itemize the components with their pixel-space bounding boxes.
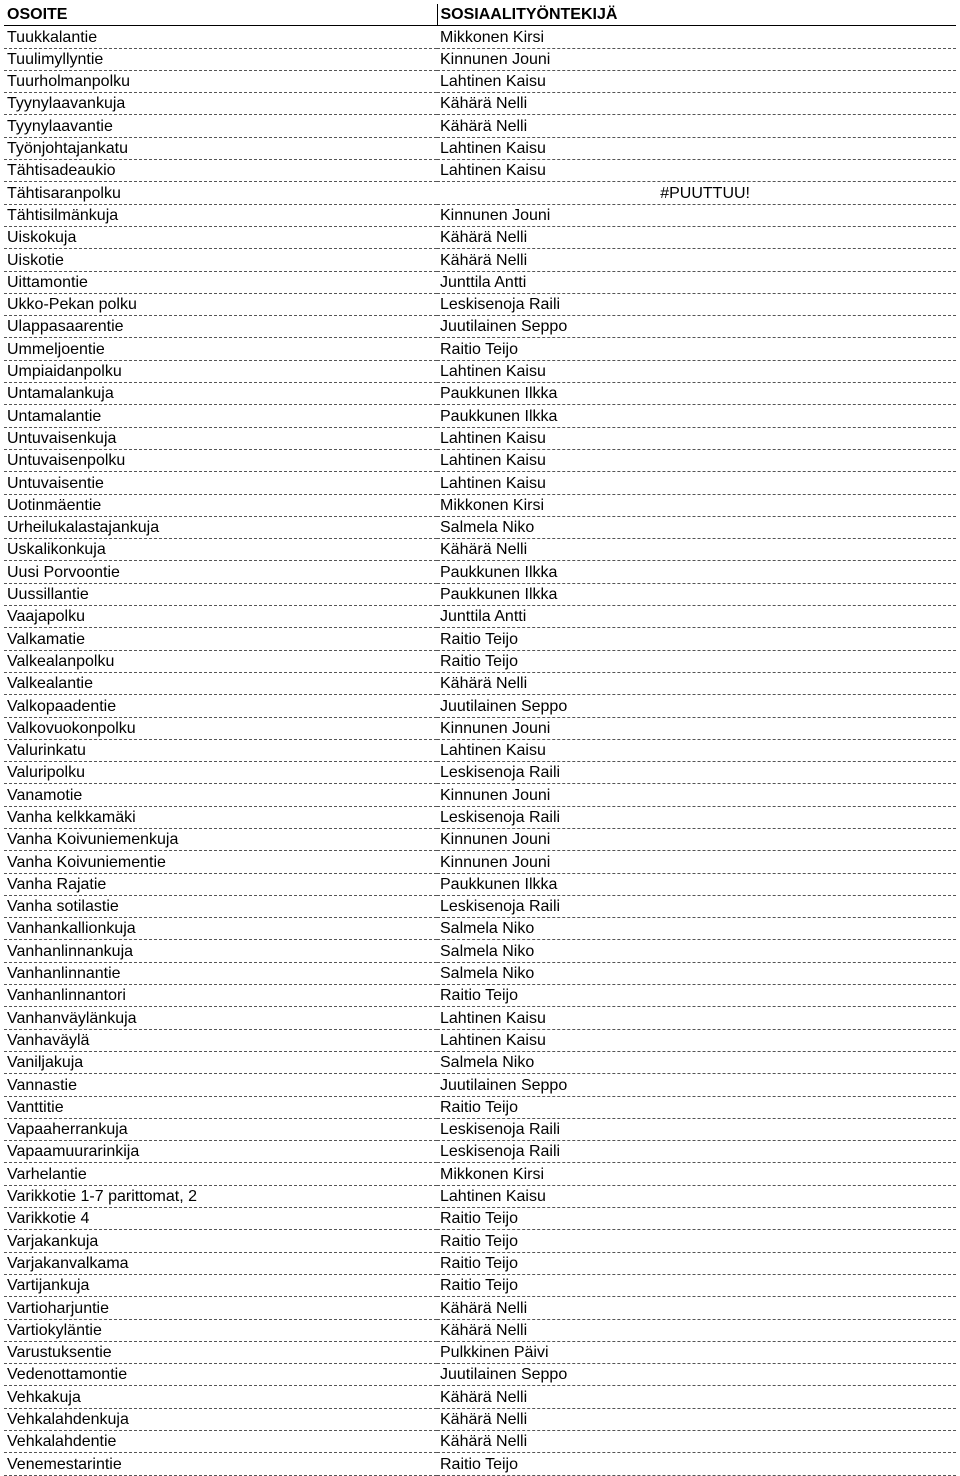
table-row <box>4 182 956 204</box>
table-row <box>4 717 956 739</box>
worker-cell[interactable]: Junttila Antti <box>437 606 956 628</box>
address-cell[interactable]: Tähtisaranpolku <box>4 182 437 204</box>
worker-cell[interactable]: Kähärä Nelli <box>437 226 956 248</box>
table-row <box>4 449 956 471</box>
table-row <box>4 1453 956 1475</box>
table-row <box>4 1007 956 1029</box>
worker-cell[interactable]: Kähärä Nelli <box>437 1408 956 1430</box>
worker-cell[interactable]: Lahtinen Kaisu <box>437 70 956 92</box>
worker-cell[interactable]: #PUUTTUU! <box>437 182 956 204</box>
address-cell[interactable]: Vanha Koivuniemenkuja <box>4 828 437 850</box>
table-row <box>4 316 956 338</box>
address-cell[interactable]: Työnjohtajankatu <box>4 137 437 159</box>
address-cell[interactable]: Vartijankuja <box>4 1274 437 1296</box>
table-row <box>4 1163 956 1185</box>
address-cell[interactable]: Varustuksentie <box>4 1341 437 1363</box>
address-cell[interactable]: Vanamotie <box>4 784 437 806</box>
table-row <box>4 695 956 717</box>
table-row <box>4 806 956 828</box>
worker-cell[interactable]: Lahtinen Kaisu <box>437 472 956 494</box>
worker-cell[interactable]: Kinnunen Jouni <box>437 48 956 70</box>
address-cell[interactable]: Vannastie <box>4 1074 437 1096</box>
worker-cell[interactable]: Raitio Teijo <box>437 628 956 650</box>
worker-cell[interactable]: Paukkunen Ilkka <box>437 561 956 583</box>
address-cell[interactable]: Vanha Rajatie <box>4 873 437 895</box>
worker-cell[interactable]: Kähärä Nelli <box>437 672 956 694</box>
table-row <box>4 762 956 784</box>
address-cell[interactable]: Valkealantie <box>4 672 437 694</box>
worker-cell[interactable]: Leskisenoja Raili <box>437 762 956 784</box>
worker-cell[interactable]: Leskisenoja Raili <box>437 806 956 828</box>
address-cell[interactable]: Ulappasaarentie <box>4 316 437 338</box>
address-cell[interactable]: Vartioharjuntie <box>4 1297 437 1319</box>
table-row <box>4 1051 956 1073</box>
table-row <box>4 873 956 895</box>
worker-cell[interactable]: Leskisenoja Raili <box>437 1118 956 1140</box>
worker-cell[interactable]: Kähärä Nelli <box>437 249 956 271</box>
table-row <box>4 1319 956 1341</box>
worker-cell[interactable]: Raitio Teijo <box>437 1096 956 1118</box>
table-row <box>4 115 956 137</box>
spreadsheet-sheet <box>4 4 956 1473</box>
table-row <box>4 672 956 694</box>
table-row <box>4 1252 956 1274</box>
worker-cell[interactable]: Lahtinen Kaisu <box>437 160 956 182</box>
address-cell[interactable]: Urheilukalastajankuja <box>4 516 437 538</box>
worker-cell[interactable]: Lahtinen Kaisu <box>437 1185 956 1207</box>
table-row <box>4 405 956 427</box>
table-row <box>4 70 956 92</box>
address-cell[interactable]: Valkopaadentie <box>4 695 437 717</box>
worker-cell[interactable]: Lahtinen Kaisu <box>437 1029 956 1051</box>
worker-cell[interactable]: Lahtinen Kaisu <box>437 360 956 382</box>
worker-cell[interactable]: Raitio Teijo <box>437 985 956 1007</box>
table-row <box>4 628 956 650</box>
worker-cell[interactable]: Salmela Niko <box>437 1051 956 1073</box>
address-cell[interactable]: Vaniljakuja <box>4 1051 437 1073</box>
worker-cell[interactable]: Juutilainen Seppo <box>437 316 956 338</box>
table-row <box>4 26 956 48</box>
worker-cell[interactable]: Leskisenoja Raili <box>437 1141 956 1163</box>
worker-cell[interactable]: Juutilainen Seppo <box>437 1364 956 1386</box>
address-cell[interactable]: Uussillantie <box>4 583 437 605</box>
table-row <box>4 494 956 516</box>
worker-cell[interactable]: Lahtinen Kaisu <box>437 449 956 471</box>
table-row <box>4 160 956 182</box>
worker-cell[interactable]: Pulkkinen Päivi <box>437 1341 956 1363</box>
address-cell[interactable]: Valkamatie <box>4 628 437 650</box>
table-row <box>4 93 956 115</box>
address-cell[interactable]: Tähtisadeaukio <box>4 160 437 182</box>
worker-cell[interactable]: Kinnunen Jouni <box>437 851 956 873</box>
table-row <box>4 1341 956 1363</box>
worker-cell[interactable]: Kähärä Nelli <box>437 1431 956 1453</box>
worker-cell[interactable]: Raitio Teijo <box>437 1274 956 1296</box>
table-row <box>4 1431 956 1453</box>
worker-cell[interactable]: Kähärä Nelli <box>437 115 956 137</box>
table-row <box>4 985 956 1007</box>
address-cell[interactable]: Untuvaisentie <box>4 472 437 494</box>
table-row <box>4 539 956 561</box>
worker-cell[interactable]: Raitio Teijo <box>437 338 956 360</box>
table-row <box>4 606 956 628</box>
header-worker: SOSIAALITYÖNTEKIJÄ <box>437 4 956 26</box>
address-cell[interactable]: Uskalikonkuja <box>4 539 437 561</box>
worker-cell[interactable]: Juutilainen Seppo <box>437 695 956 717</box>
worker-cell[interactable]: Raitio Teijo <box>437 1252 956 1274</box>
table-row <box>4 1074 956 1096</box>
address-cell[interactable]: Vartiokyläntie <box>4 1319 437 1341</box>
address-cell[interactable]: Vapaamuurarinkija <box>4 1141 437 1163</box>
table-row <box>4 1364 956 1386</box>
worker-cell[interactable]: Kähärä Nelli <box>437 93 956 115</box>
header-address: OSOITE <box>4 4 437 26</box>
address-cell[interactable]: Vanhankallionkuja <box>4 918 437 940</box>
worker-cell[interactable]: Lahtinen Kaisu <box>437 137 956 159</box>
worker-cell[interactable]: Paukkunen Ilkka <box>437 405 956 427</box>
table-row <box>4 472 956 494</box>
table-row <box>4 895 956 917</box>
address-worker-table <box>4 4 956 1476</box>
address-cell[interactable]: Valkealanpolku <box>4 650 437 672</box>
address-cell[interactable]: Vehkalahdentie <box>4 1431 437 1453</box>
address-cell[interactable]: Valkovuokonpolku <box>4 717 437 739</box>
address-cell[interactable]: Uotinmäentie <box>4 494 437 516</box>
address-cell[interactable]: Umpiaidanpolku <box>4 360 437 382</box>
address-cell[interactable]: Vehkakuja <box>4 1386 437 1408</box>
worker-cell[interactable]: Raitio Teijo <box>437 1230 956 1252</box>
worker-cell[interactable]: Raitio Teijo <box>437 1208 956 1230</box>
table-row <box>4 828 956 850</box>
worker-cell[interactable]: Kähärä Nelli <box>437 1386 956 1408</box>
worker-cell[interactable]: Kinnunen Jouni <box>437 717 956 739</box>
worker-cell[interactable]: Paukkunen Ilkka <box>437 583 956 605</box>
address-cell[interactable]: Uusi Porvoontie <box>4 561 437 583</box>
table-row <box>4 1185 956 1207</box>
worker-cell[interactable]: Raitio Teijo <box>437 650 956 672</box>
table-row <box>4 271 956 293</box>
table-row <box>4 383 956 405</box>
table-body <box>4 26 956 1475</box>
address-cell[interactable]: Venemestarintie <box>4 1453 437 1475</box>
table-row <box>4 1230 956 1252</box>
address-cell[interactable]: Ummeljoentie <box>4 338 437 360</box>
table-row <box>4 561 956 583</box>
address-cell[interactable]: Vanttitie <box>4 1096 437 1118</box>
table-row <box>4 851 956 873</box>
address-cell[interactable]: Tuulimyllyntie <box>4 48 437 70</box>
table-row <box>4 1386 956 1408</box>
address-cell[interactable]: Untamalantie <box>4 405 437 427</box>
table-row <box>4 338 956 360</box>
table-row <box>4 204 956 226</box>
address-cell[interactable]: Vanhanväylänkuja <box>4 1007 437 1029</box>
address-cell[interactable]: Vanhanlinnantori <box>4 985 437 1007</box>
address-cell[interactable]: Tuurholmanpolku <box>4 70 437 92</box>
table-row <box>4 226 956 248</box>
table-row <box>4 940 956 962</box>
worker-cell[interactable]: Kinnunen Jouni <box>437 204 956 226</box>
table-row <box>4 249 956 271</box>
address-cell[interactable]: Vanha sotilastie <box>4 895 437 917</box>
worker-cell[interactable]: Lahtinen Kaisu <box>437 1007 956 1029</box>
table-row <box>4 1208 956 1230</box>
worker-cell[interactable]: Salmela Niko <box>437 940 956 962</box>
address-cell[interactable]: Varjakankuja <box>4 1230 437 1252</box>
worker-cell[interactable]: Salmela Niko <box>437 516 956 538</box>
table-row <box>4 583 956 605</box>
worker-cell[interactable]: Lahtinen Kaisu <box>437 739 956 761</box>
address-cell[interactable]: Vanhanlinnantie <box>4 962 437 984</box>
table-row <box>4 516 956 538</box>
address-cell[interactable]: Varjakanvalkama <box>4 1252 437 1274</box>
table-row <box>4 962 956 984</box>
address-cell[interactable]: Ukko-Pekan polku <box>4 293 437 315</box>
table-row <box>4 650 956 672</box>
address-cell[interactable]: Vanha kelkkamäki <box>4 806 437 828</box>
address-cell[interactable]: Tuukkalantie <box>4 26 437 48</box>
worker-cell[interactable]: Leskisenoja Raili <box>437 895 956 917</box>
worker-cell[interactable]: Junttila Antti <box>437 271 956 293</box>
table-row <box>4 739 956 761</box>
worker-cell[interactable]: Kähärä Nelli <box>437 1297 956 1319</box>
worker-cell[interactable]: Salmela Niko <box>437 962 956 984</box>
worker-cell[interactable]: Kinnunen Jouni <box>437 784 956 806</box>
address-cell[interactable]: Varhelantie <box>4 1163 437 1185</box>
address-cell[interactable]: Uittamontie <box>4 271 437 293</box>
table-row <box>4 360 956 382</box>
address-cell[interactable]: Varikkotie 1-7 parittomat, 2 <box>4 1185 437 1207</box>
address-cell[interactable]: Vapaaherrankuja <box>4 1118 437 1140</box>
address-cell[interactable]: Varikkotie 4 <box>4 1208 437 1230</box>
address-cell[interactable]: Valurinkatu <box>4 739 437 761</box>
table-row <box>4 1029 956 1051</box>
table-row <box>4 1096 956 1118</box>
table-row <box>4 784 956 806</box>
worker-cell[interactable]: Mikkonen Kirsi <box>437 1163 956 1185</box>
worker-cell[interactable]: Kähärä Nelli <box>437 1319 956 1341</box>
address-cell[interactable]: Untamalankuja <box>4 383 437 405</box>
worker-cell[interactable]: Kähärä Nelli <box>437 539 956 561</box>
address-cell[interactable]: Untuvaisenpolku <box>4 449 437 471</box>
worker-cell[interactable]: Leskisenoja Raili <box>437 293 956 315</box>
table-row <box>4 1408 956 1430</box>
address-cell[interactable]: Valuripolku <box>4 762 437 784</box>
table-row <box>4 1118 956 1140</box>
worker-cell[interactable]: Paukkunen Ilkka <box>437 873 956 895</box>
address-cell[interactable]: Uiskotie <box>4 249 437 271</box>
worker-cell[interactable]: Juutilainen Seppo <box>437 1074 956 1096</box>
header-row <box>4 4 956 26</box>
address-cell[interactable]: Tähtisilmänkuja <box>4 204 437 226</box>
worker-cell[interactable]: Paukkunen Ilkka <box>437 383 956 405</box>
worker-cell[interactable]: Lahtinen Kaisu <box>437 427 956 449</box>
worker-cell[interactable]: Kinnunen Jouni <box>437 828 956 850</box>
worker-cell[interactable]: Mikkonen Kirsi <box>437 26 956 48</box>
worker-cell[interactable]: Mikkonen Kirsi <box>437 494 956 516</box>
table-row <box>4 293 956 315</box>
table-row <box>4 137 956 159</box>
address-cell[interactable]: Untuvaisenkuja <box>4 427 437 449</box>
address-cell[interactable]: Vedenottamontie <box>4 1364 437 1386</box>
address-cell[interactable]: Vanha Koivuniementie <box>4 851 437 873</box>
address-cell[interactable]: Vanhaväylä <box>4 1029 437 1051</box>
table-row <box>4 1141 956 1163</box>
table-row <box>4 1297 956 1319</box>
table-row <box>4 1274 956 1296</box>
address-cell[interactable]: Vehkalahdenkuja <box>4 1408 437 1430</box>
worker-cell[interactable]: Raitio Teijo <box>437 1453 956 1475</box>
table-row <box>4 427 956 449</box>
address-cell[interactable]: Vaajapolku <box>4 606 437 628</box>
table-row <box>4 918 956 940</box>
address-cell[interactable]: Tyynylaavankuja <box>4 93 437 115</box>
address-cell[interactable]: Vanhanlinnankuja <box>4 940 437 962</box>
worker-cell[interactable]: Salmela Niko <box>437 918 956 940</box>
address-cell[interactable]: Uiskokuja <box>4 226 437 248</box>
table-row <box>4 48 956 70</box>
address-cell[interactable]: Tyynylaavantie <box>4 115 437 137</box>
